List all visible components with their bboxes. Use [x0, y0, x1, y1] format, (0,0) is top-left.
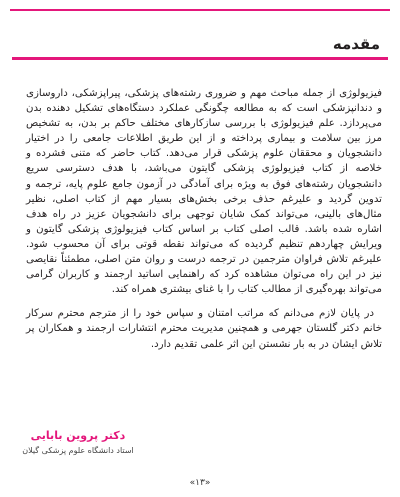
preface-paragraph-1: فیزیولوژی از جمله مباحث مهم و ضروری رشته‌های پزشکی، پیراپزشکی، داروسازی و دندانپزشکی است که به مطالعه چگونگی عملکرد دستگاه‌های تشکیل دهنده بدن می‌پردازد. علم فیزیولوژی با بررسی سازکارهای مختلف حاکم بر بدن، به تشخیص مرز بین سلامت و بیماری پرداخته و از این طریق اطلاعات جامعی را در اختیار دانشجویان و محققان علوم پزشکی قرار می‌دهد. کتاب حاضر که متنی فشرده و خلاصه از کتاب فیزیولوژی پزشکی گایتون می‌باشد، با هدف دسترسی سریع دانشجویان رشته‌های فوق به ویژه برای آمادگی در آزمون جامع علوم پایه، ترجمه و تدوین گردید و علیرغم حذف برخی بخش‌های بسیار مهم از کتاب اصلی، نظیر مثال‌های بالینی، می‌تواند کمک شایان توجهی برای دانشجویان عزیز در راه هدف اشاره شده باشد. قالب اصلی کتاب بر اساس کتاب فیزیولوژی پزشکی گایتون و ویرایش چهاردهم تنظیم گردیده که می‌تواند نقطه قوتی برای آن محسوب شود. علیرغم تلاش فراوان مترجمین در ترجمه درست و روان متن اصلی، مطمئناً نقایصی نیز در این راه می‌توان مشاهده کرد که راهنمایی اساتید ارجمند و کاربران گرامی می‌تواند بهره‌گیری از مطالب کتاب را با غنای بیشتری همراه کند. — [26, 88, 382, 296]
page-title: مقدمه — [332, 35, 380, 53]
page-number: «۱۳» — [189, 478, 211, 488]
author-name: دکتر پروین بابایی — [30, 429, 126, 442]
top-decorative-rule — [10, 9, 390, 11]
author-affiliation: استاد دانشگاه علوم پزشکی گیلان — [22, 446, 134, 455]
title-underline-rule — [12, 57, 388, 60]
preface-body — [26, 86, 382, 352]
author-signature — [16, 428, 140, 457]
preface-paragraph-2: در پایان لازم می‌دانم که مراتب امتنان و سپاس خود را از مترجم محترم سرکار خانم دکتر گلستان جهرمی و همچنین مدیریت محترم انتشارات ارجمند و همکاران پر تلاش ایشان در به بار نشستن این اثر علمی تقدیم دارد. — [26, 308, 382, 350]
